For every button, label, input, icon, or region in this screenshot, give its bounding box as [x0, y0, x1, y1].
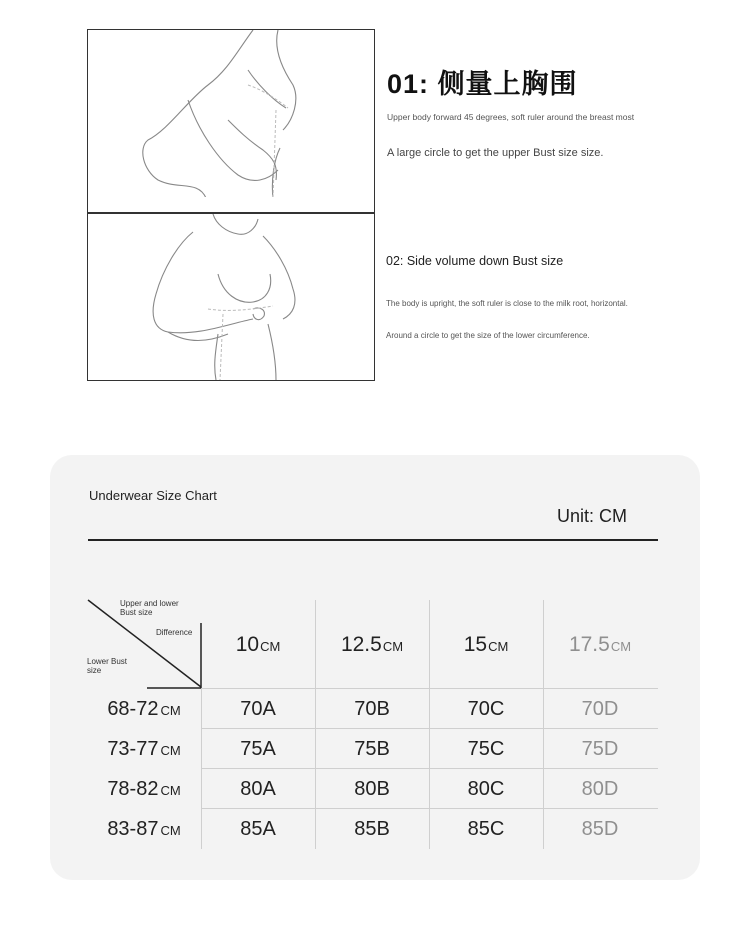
lower-bust-figure-drawing	[88, 214, 374, 380]
size-cell: 80B	[354, 778, 390, 800]
column-header	[201, 633, 315, 657]
grid-hline	[201, 808, 658, 809]
row-range: 83-87	[107, 818, 159, 840]
row-range: 73-77	[107, 738, 159, 760]
size-cell: 70A	[240, 698, 276, 720]
row-unit: CM	[160, 823, 181, 838]
lower-bust-measure-illustration	[87, 213, 375, 381]
size-cell: 85B	[354, 818, 390, 840]
row-range: 78-82	[107, 778, 159, 800]
size-cell: 85C	[467, 818, 505, 840]
column-header-value: 15	[463, 633, 488, 656]
corner-header	[87, 599, 203, 689]
size-cell: 85D	[581, 818, 619, 840]
size-chart-panel	[50, 455, 700, 880]
row-label	[87, 778, 201, 801]
size-cell: 75D	[581, 738, 619, 760]
column-header-value: 17.5	[568, 633, 610, 656]
grid-hline	[201, 688, 658, 689]
step2-note: Around a circle to get the size of the lower circumference.	[386, 331, 590, 340]
size-cell: 75A	[240, 738, 276, 760]
size-chart-rule	[88, 539, 658, 541]
divider-strip	[87, 197, 375, 213]
size-cell: 75C	[467, 738, 505, 760]
corner-difference-label: Difference	[156, 628, 193, 637]
size-cell: 70B	[354, 698, 390, 720]
step2-title: 02: Side volume down Bust size	[386, 254, 564, 268]
size-cell: 85A	[240, 818, 276, 840]
column-header-value: 12.5	[340, 633, 382, 656]
step1-title-text: 侧量上胸围	[437, 69, 578, 99]
row-label	[87, 698, 201, 721]
size-cell: 80A	[240, 778, 276, 800]
step1-number: 01	[387, 69, 420, 99]
upper-bust-figure-drawing	[88, 30, 374, 198]
row-label	[87, 818, 201, 841]
size-cell: 80C	[467, 778, 505, 800]
corner-lower-line1: Lower Bust	[87, 657, 128, 666]
step1-title	[387, 62, 578, 101]
grid-hline	[201, 728, 658, 729]
size-cell: 70D	[581, 698, 619, 720]
row-unit: CM	[160, 703, 181, 718]
corner-lower-label	[87, 657, 127, 675]
step2-description: The body is upright, the soft ruler is close to the milk root, horizontal.	[386, 299, 628, 308]
step1-title-separator: :	[419, 69, 430, 99]
row-unit: CM	[160, 743, 181, 758]
row-unit: CM	[160, 783, 181, 798]
column-header-unit: CM	[488, 639, 509, 654]
corner-upper-label	[120, 599, 179, 617]
grid-hline	[201, 768, 658, 769]
column-header	[543, 633, 657, 657]
size-chart-unit: Unit: CM	[556, 506, 627, 526]
column-header	[429, 633, 543, 657]
column-header-unit: CM	[382, 639, 404, 654]
column-header-unit: CM	[260, 639, 281, 654]
row-label	[87, 738, 201, 761]
column-header-unit: CM	[610, 639, 632, 654]
row-range: 68-72	[107, 698, 159, 720]
upper-bust-measure-illustration	[87, 29, 375, 199]
column-header-value: 10	[235, 633, 260, 656]
size-chart-title: Underwear Size Chart	[89, 488, 217, 503]
size-cell: 70C	[467, 698, 505, 720]
corner-upper-line1: Upper and lower	[120, 599, 179, 608]
size-cell: 75B	[354, 738, 390, 760]
corner-upper-line2: Bust size	[120, 608, 153, 617]
column-header	[315, 633, 429, 657]
size-cell: 80D	[581, 778, 619, 800]
step1-note: A large circle to get the upper Bust size size.	[387, 147, 604, 159]
corner-lower-line2: size	[87, 666, 102, 675]
step1-description: Upper body forward 45 degrees, soft ruler around the breast most	[387, 112, 635, 122]
